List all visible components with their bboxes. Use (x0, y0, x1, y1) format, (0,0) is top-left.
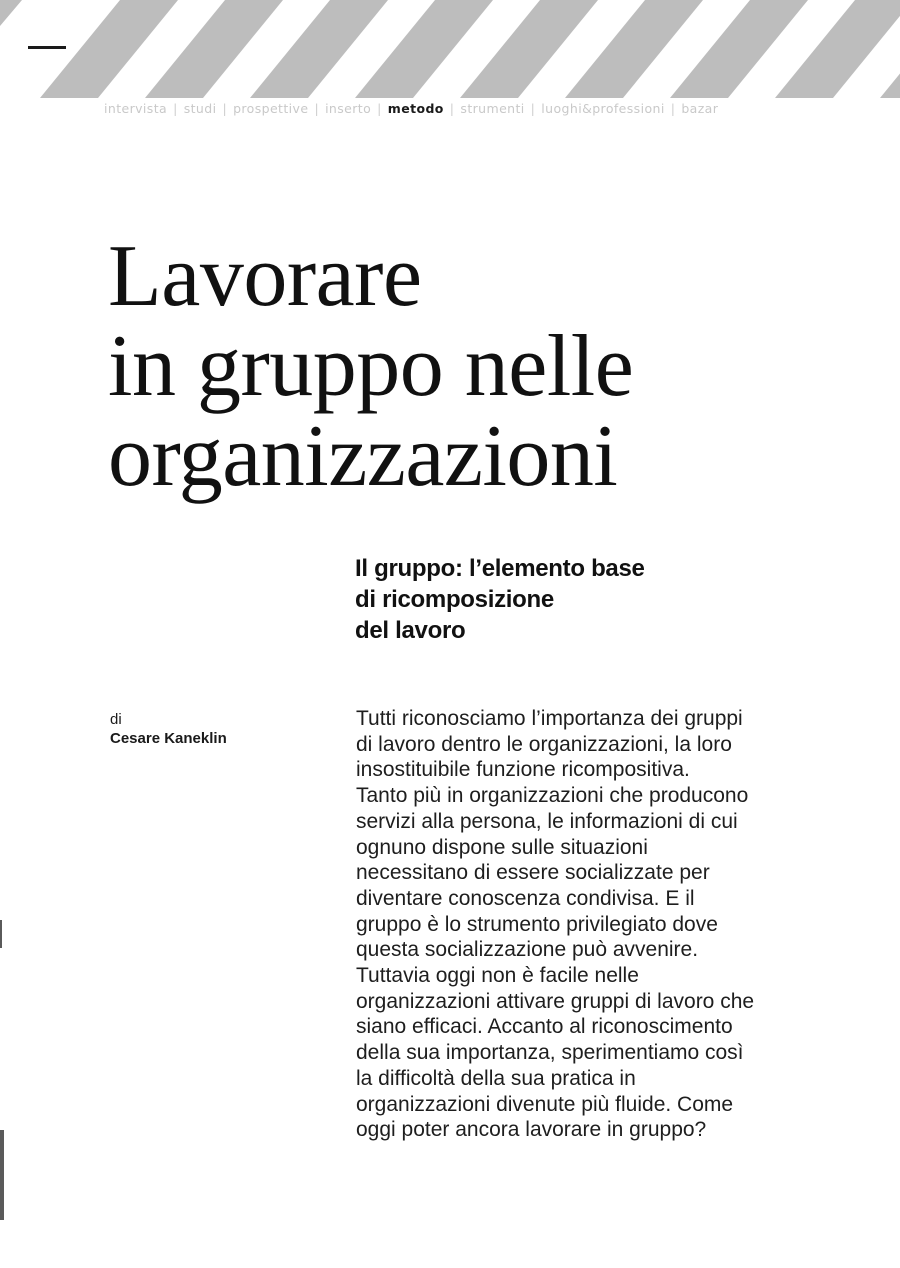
intro-line: siano efficaci. Accanto al riconoscimento (356, 1015, 733, 1039)
intro-line: organizzazioni attivare gruppi di lavoro che (356, 989, 755, 1013)
nav-item-bazar: bazar (681, 101, 719, 116)
subtitle-line-3: del lavoro (355, 617, 466, 644)
intro-line: diventare conoscenza condivisa. E il (356, 886, 695, 910)
diagonal-stripes (0, 0, 900, 98)
section-nav (104, 101, 718, 116)
intro-line: servizi alla persona, le informazioni di cui (356, 809, 738, 833)
byline (110, 710, 227, 748)
intro-line: gruppo è lo strumento privilegiato dove (356, 912, 718, 936)
nav-item-prospettive: prospettive (233, 101, 309, 116)
nav-separator: | (449, 101, 455, 116)
intro-line: di lavoro dentro le organizzazioni, la loro (356, 732, 732, 756)
nav-separator: | (314, 101, 320, 116)
intro-line: oggi poter ancora lavorare in gruppo? (356, 1118, 707, 1142)
article-title (108, 228, 868, 505)
intro-line: insostituibile funzione ricompositiva. (356, 758, 690, 782)
intro-line: questa socializzazione può avvenire. (356, 938, 699, 962)
intro-paragraph (356, 706, 856, 1143)
page-marker-dash (28, 46, 66, 49)
nav-item-luoghi-professioni: luoghi&professioni (541, 101, 665, 116)
intro-line: Tuttavia oggi non è facile nelle (356, 964, 639, 988)
intro-line: Tutti riconosciamo l’importanza dei gruppi (356, 707, 743, 730)
subtitle-line-1: Il gruppo: l’elemento base (355, 555, 645, 582)
intro-line: Tanto più in organizzazioni che producono (356, 784, 749, 808)
intro-line: organizzazioni divenute più fluide. Come (356, 1092, 734, 1116)
nav-item-metodo: metodo (387, 101, 444, 116)
intro-line: la difficoltà della sua pratica in (356, 1066, 636, 1090)
header-stripe-band (0, 0, 900, 98)
title-line-3: organizzazioni (108, 408, 618, 505)
byline-prefix: di (110, 711, 122, 728)
nav-item-strumenti: strumenti (460, 101, 525, 116)
article-subtitle (355, 553, 835, 646)
scan-margin-mark (0, 920, 2, 948)
nav-separator: | (530, 101, 536, 116)
scan-margin-mark (0, 1130, 4, 1220)
nav-separator: | (173, 101, 178, 116)
nav-separator: | (670, 101, 676, 116)
title-line-2: in gruppo nelle (108, 318, 634, 415)
title-line-1: Lavorare (108, 228, 422, 325)
intro-line: ognuno dispone sulle situazioni (356, 835, 648, 859)
intro-line: necessitano di essere socializzate per (356, 861, 710, 885)
intro-line: della sua importanza, sperimentiamo così (356, 1041, 744, 1065)
nav-separator: | (222, 101, 228, 116)
nav-separator: | (377, 101, 382, 116)
stripe (0, 0, 22, 26)
nav-item-intervista: intervista (104, 101, 168, 116)
nav-item-studi: studi (183, 101, 217, 116)
nav-item-inserto: inserto (325, 101, 372, 116)
subtitle-line-2: di ricomposizione (355, 586, 554, 613)
author-name: Cesare Kaneklin (110, 730, 227, 747)
